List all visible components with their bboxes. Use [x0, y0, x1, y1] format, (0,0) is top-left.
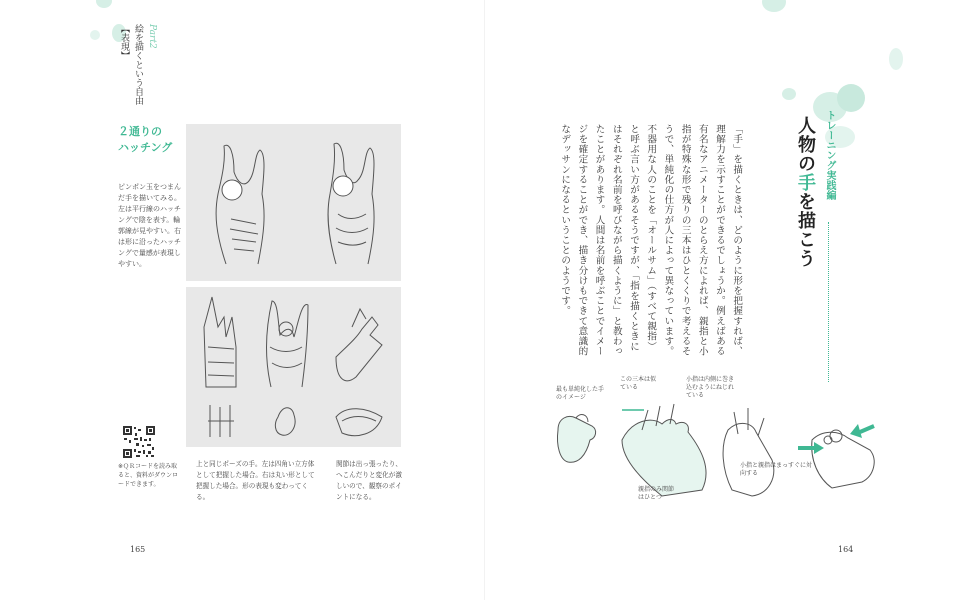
hand-illustrations: [552, 390, 886, 508]
running-head-category: 【表現】: [119, 24, 129, 60]
title-rule: [828, 222, 830, 382]
body-line: 不器用な人のことを「オールサム」（すべて親指）: [645, 124, 657, 352]
figure-caption-left: 上と同じポーズの手。左は四角い立方体として把握した場合。右は丸い形として把握した場合。形の表現も変わってくる。: [196, 460, 315, 501]
title-part2: を描こう: [795, 192, 816, 268]
label-simplest: 最も単純化した手のイメージ: [556, 386, 605, 401]
qr-note: ※ＱＲコードを読み取ると、資料がダウンロードできます。: [118, 463, 179, 488]
part-label: Part2: [147, 24, 157, 49]
hand-structure-figure: [186, 287, 401, 447]
page-number-left: 165: [130, 545, 146, 554]
decorative-bubble: [90, 30, 100, 40]
figure-caption-right: 関節は出っ張ったり、へこんだりと変化が激しいので、観察のポイントになる。: [336, 460, 402, 501]
decorative-bubble: [889, 48, 903, 70]
decorative-bubble: [96, 0, 112, 8]
hatching-heading-line2: ハッチング: [118, 141, 173, 154]
series-title: トレーニング実践編: [824, 110, 835, 200]
hatching-hands-figure: [186, 124, 401, 281]
page-title: [793, 116, 817, 296]
hand-structure-sketch: [186, 287, 401, 447]
body-text: [556, 124, 745, 384]
hand-sketch-image: [186, 124, 401, 281]
body-line: なデッサンになるということのようです。: [559, 124, 571, 316]
hatching-heading-line1: ２通りの: [118, 125, 162, 138]
page-number-right: 164: [838, 545, 854, 554]
decorative-bubble: [837, 84, 865, 112]
body-line: たことがあります。人間は名前を呼ぶことでイメー: [593, 124, 605, 357]
label-pinky: 小指は内側に巻き込むようにねじれている: [686, 376, 735, 399]
hatching-heading: [118, 124, 172, 156]
body-line: 理解力を示すことができるでしょうか。例えばある: [714, 124, 726, 357]
body-line: 「手」を描くときは、どのように形を把握すれば、: [731, 124, 743, 357]
body-line: はそれぞれ名前を呼びながら描くように」と教わっ: [610, 124, 622, 357]
title-part1: 人物の: [795, 116, 816, 173]
running-head-title: 絵を描くという自由: [133, 24, 143, 105]
label-thumb-joint: 親指のみ関節はひとつ: [638, 486, 675, 501]
decorative-bubble: [782, 88, 796, 100]
body-line: ジを確定することができ、描き分けもできて意識的: [576, 124, 588, 357]
title-accent: 手: [795, 173, 816, 192]
label-three-fingers: この三本は似ている: [620, 376, 657, 391]
hatching-description: ピンポン玉をつまんだ手を描いてみる。左は平行線のハッチングで陰を表す。輪郭線が見やすい。右は形に沿ったハッチングで量感が表現しやすい。: [118, 183, 181, 268]
body-line: 指が特殊な形で残りの三本はひとくくりで考えるそ: [679, 124, 691, 357]
body-line: と呼ぶ言い方があるそうですが、「指を描くときに: [628, 124, 640, 352]
label-opposed: 小指と親指はまっすぐに対向する: [740, 462, 813, 477]
body-line: 有名なアニメーターのとらえ方によれば、親指と小: [696, 124, 708, 357]
decorative-bubble: [762, 0, 786, 12]
qr-code-image[interactable]: [122, 425, 156, 459]
body-line: うで、単純化の仕方が人によって異なっています。: [662, 124, 674, 357]
